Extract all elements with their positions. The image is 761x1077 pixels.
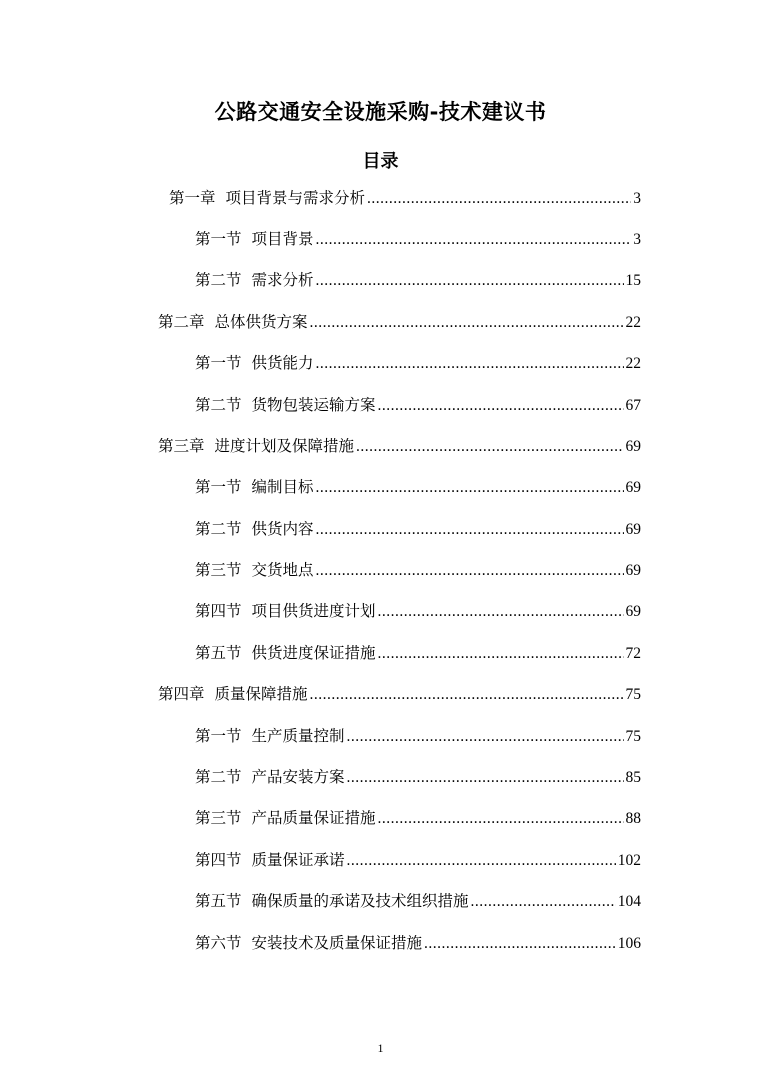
toc-section-4-6[interactable] (195, 932, 641, 955)
toc-leader (367, 188, 631, 210)
toc-section-3-2[interactable] (195, 518, 641, 541)
toc-page: 75 (625, 728, 641, 745)
toc-leader (378, 808, 624, 830)
toc-text: 质量保障措施 (214, 685, 308, 703)
toc-leader (424, 933, 616, 955)
toc-text: 供货进度保证措施 (251, 644, 376, 662)
toc-label: 第二章 (158, 313, 205, 331)
toc-page: 3 (633, 190, 641, 207)
toc-leader (347, 726, 624, 748)
toc-section-2-2[interactable] (195, 394, 641, 417)
toc-label: 第三节 (195, 561, 242, 579)
toc-leader (316, 353, 624, 375)
toc-label: 第四节 (195, 851, 242, 869)
toc-text: 产品质量保证措施 (251, 809, 376, 827)
toc-label: 第一章 (169, 189, 216, 207)
toc-label: 第一节 (195, 354, 242, 372)
toc-text: 产品安装方案 (251, 768, 345, 786)
toc-label: 第一节 (195, 478, 242, 496)
toc-label: 第四节 (195, 602, 242, 620)
toc-label: 第五节 (195, 644, 242, 662)
toc-text: 安装技术及质量保证措施 (251, 934, 423, 952)
toc-label: 第四章 (158, 685, 205, 703)
toc-leader (316, 229, 632, 251)
toc-page: 106 (617, 935, 641, 952)
document-title: 公路交通安全设施采购-技术建议书 (214, 100, 547, 124)
toc-label: 第二节 (195, 768, 242, 786)
toc-section-1-1[interactable] (195, 228, 641, 251)
toc-page: 22 (625, 355, 641, 372)
toc-page: 102 (617, 852, 641, 869)
toc-page: 69 (625, 603, 641, 620)
toc-label: 第五节 (195, 892, 242, 910)
toc-page: 69 (625, 438, 641, 455)
toc-text: 供货内容 (251, 520, 314, 538)
toc-section-4-5[interactable] (195, 890, 641, 913)
toc-page: 3 (633, 231, 641, 248)
toc-page: 75 (625, 686, 641, 703)
toc-page: 69 (625, 479, 641, 496)
toc-text: 编制目标 (251, 478, 314, 496)
toc-page: 22 (625, 314, 641, 331)
toc-chapter-1[interactable] (169, 187, 641, 210)
toc-page: 88 (625, 810, 641, 827)
toc-leader (316, 519, 624, 541)
toc-label: 第二节 (195, 396, 242, 414)
toc-leader (316, 477, 624, 499)
toc-chapter-4[interactable] (158, 683, 641, 706)
toc-page: 104 (617, 893, 641, 910)
toc-label: 第三节 (195, 809, 242, 827)
toc-leader (316, 270, 624, 292)
toc-page: 85 (625, 769, 641, 786)
toc-leader (316, 560, 624, 582)
toc-text: 总体供货方案 (214, 313, 308, 331)
toc-text: 进度计划及保障措施 (214, 437, 355, 455)
toc-leader (378, 643, 624, 665)
toc-chapter-3[interactable] (158, 435, 641, 458)
toc-section-4-2[interactable] (195, 766, 641, 789)
toc-leader (310, 312, 624, 334)
toc-section-3-1[interactable] (195, 476, 641, 499)
toc-leader (347, 850, 616, 872)
toc-label: 第一节 (195, 230, 242, 248)
toc-label: 第六节 (195, 934, 242, 952)
toc-section-4-1[interactable] (195, 725, 641, 748)
toc-leader (347, 767, 624, 789)
toc-page: 69 (625, 521, 641, 538)
toc-heading: 目录 (362, 151, 399, 172)
page-number: 1 (377, 1041, 384, 1055)
toc-text: 货物包装运输方案 (251, 396, 376, 414)
toc-text: 项目背景与需求分析 (225, 189, 366, 207)
toc-chapter-2[interactable] (158, 311, 641, 334)
toc-section-3-3[interactable] (195, 559, 641, 582)
toc-label: 第二节 (195, 520, 242, 538)
toc-leader (378, 395, 624, 417)
toc-leader (378, 601, 624, 623)
toc-section-3-4[interactable] (195, 600, 641, 623)
toc-text: 需求分析 (251, 271, 314, 289)
toc-section-1-2[interactable] (195, 269, 641, 292)
toc-text: 质量保证承诺 (251, 851, 345, 869)
toc-page: 69 (625, 562, 641, 579)
toc-label: 第二节 (195, 271, 242, 289)
toc-text: 生产质量控制 (251, 727, 345, 745)
toc-text: 项目供货进度计划 (251, 602, 376, 620)
toc-text: 确保质量的承诺及技术组织措施 (251, 892, 469, 910)
toc-section-4-3[interactable] (195, 807, 641, 830)
toc-text: 供货能力 (251, 354, 314, 372)
toc-label: 第三章 (158, 437, 205, 455)
toc-leader (310, 684, 624, 706)
toc-text: 项目背景 (251, 230, 314, 248)
toc-leader (471, 891, 616, 913)
toc-section-2-1[interactable] (195, 352, 641, 375)
toc-leader (356, 436, 623, 458)
toc-page: 67 (625, 397, 641, 414)
toc-page: 15 (625, 272, 641, 289)
toc-section-4-4[interactable] (195, 849, 641, 872)
toc-text: 交货地点 (251, 561, 314, 579)
toc-section-3-5[interactable] (195, 642, 641, 665)
toc-label: 第一节 (195, 727, 242, 745)
toc-page: 72 (625, 645, 641, 662)
